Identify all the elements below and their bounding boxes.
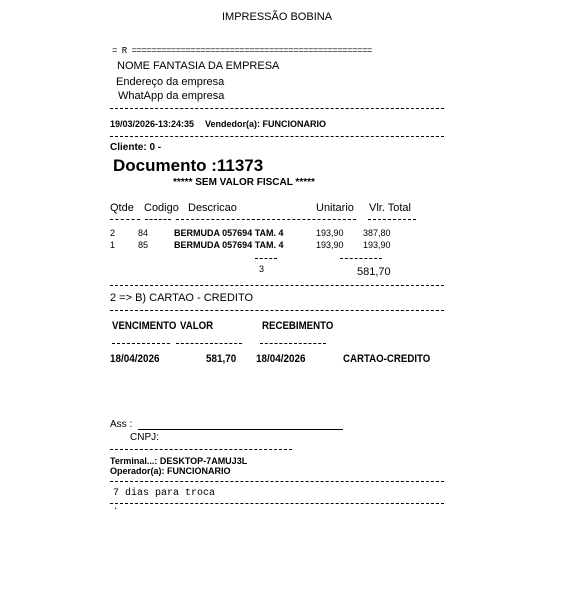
- divider: [255, 258, 277, 259]
- row-total: 193,90: [363, 240, 391, 250]
- terminal-info: Terminal...: DESKTOP-7AMUJ3L: [110, 456, 248, 466]
- divider: [145, 219, 171, 220]
- document-number: Documento :11373: [113, 156, 264, 175]
- row-qty: 1: [110, 240, 116, 250]
- row-code: 85: [138, 240, 149, 250]
- divider: [110, 285, 444, 286]
- col-header-total: Vlr. Total: [369, 202, 411, 214]
- header-rule: = R =================================================: [112, 46, 372, 56]
- client-label: Cliente: 0 -: [110, 142, 162, 153]
- sale-datetime: 19/03/2026-13:24:35: [110, 119, 195, 129]
- signature-label: Ass :: [110, 419, 133, 430]
- row-unit: 193,90: [316, 228, 344, 238]
- divider: [110, 219, 140, 220]
- payment-method: CARTAO-CREDITO: [343, 353, 431, 365]
- seller-name: Vendedor(a): FUNCIONARIO: [205, 119, 327, 129]
- row-qty: 2: [110, 228, 116, 238]
- grand-total: 581,70: [357, 266, 391, 278]
- row-description: BERMUDA 057694 TAM. 4: [174, 240, 284, 250]
- divider: [176, 219, 356, 220]
- divider: [260, 343, 326, 344]
- due-date: 18/04/2026: [110, 353, 160, 365]
- divider: [176, 343, 242, 344]
- company-name: NOME FANTASIA DA EMPRESA: [117, 60, 280, 72]
- fiscal-note: ***** SEM VALOR FISCAL *****: [173, 177, 315, 188]
- signature-line: [138, 429, 343, 430]
- divider: [110, 481, 444, 482]
- company-whatsapp: WhatApp da empresa: [118, 90, 225, 102]
- company-address: Endereço da empresa: [116, 76, 225, 88]
- page-title: IMPRESSÃO BOBINA: [222, 11, 333, 23]
- total-quantity: 3: [259, 264, 265, 274]
- row-description: BERMUDA 057694 TAM. 4: [174, 228, 284, 238]
- divider: [340, 258, 382, 259]
- divider: [110, 449, 292, 450]
- exchange-note: 7 dias para troca: [113, 488, 216, 499]
- operator-info: Operador(a): FUNCIONARIO: [110, 466, 231, 476]
- payment-value: 581,70: [206, 353, 237, 365]
- divider: [368, 219, 416, 220]
- row-unit: 193,90: [316, 240, 344, 250]
- due-header: VENCIMENTO: [112, 320, 177, 332]
- payment-method-line: 2 => B) CARTAO - CREDITO: [110, 292, 254, 304]
- receipt-date: 18/04/2026: [256, 353, 306, 365]
- receipt-header: RECEBIMENTO: [262, 320, 334, 332]
- divider: [112, 343, 170, 344]
- cnpj-label: CNPJ:: [130, 432, 159, 443]
- col-header-code: Codigo: [144, 202, 179, 214]
- col-header-unit: Unitario: [316, 202, 354, 214]
- row-total: 387,80: [363, 228, 391, 238]
- col-header-description: Descricao: [188, 202, 237, 214]
- row-code: 84: [138, 228, 149, 238]
- divider: [110, 310, 444, 311]
- trailing-dot: .: [113, 502, 119, 512]
- divider: [110, 503, 444, 504]
- divider: [110, 136, 444, 137]
- value-header: VALOR: [180, 320, 214, 332]
- col-header-qty: Qtde: [110, 202, 134, 214]
- divider: [110, 108, 444, 109]
